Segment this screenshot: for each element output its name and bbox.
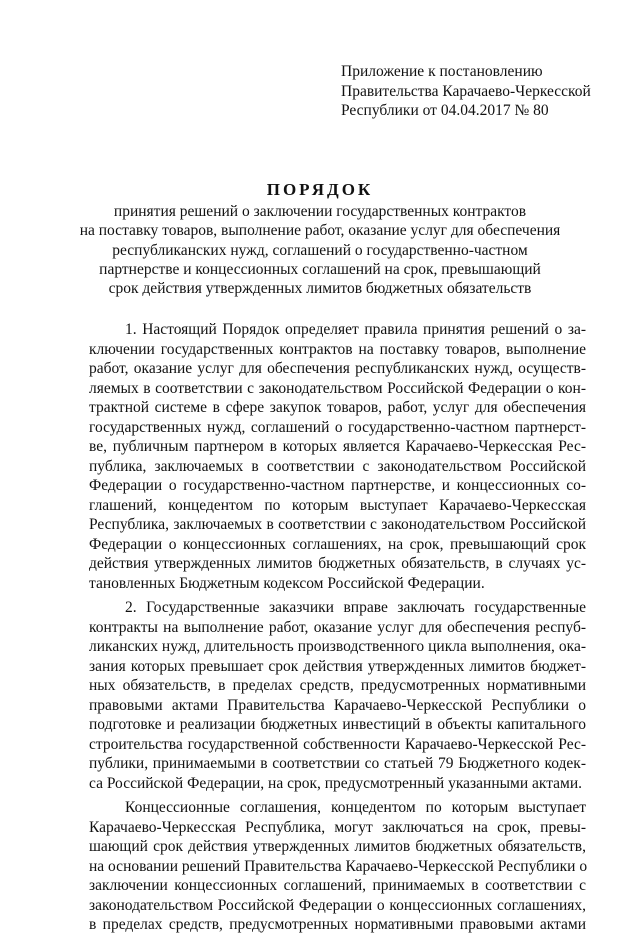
text-line: ных обязательств, в пределах средств, предусмотренных нормативными bbox=[89, 677, 586, 694]
text-line: заключении концессионных соглашений, принимаемых в соответствии с bbox=[89, 877, 586, 894]
subtitle-line: принятия решений о заключении государственных контрактов bbox=[113, 203, 527, 220]
text-line: 1. Настоящий Порядок определяет правила принятия решений о за- bbox=[125, 321, 586, 338]
document-title: ПОРЯДОК bbox=[266, 180, 374, 199]
subtitle-line: партнерстве и концессионных соглашений на срок, превышающий bbox=[99, 260, 541, 278]
text-line: на основании решений Правительства Карачаево-Черкесской Республики о bbox=[89, 857, 588, 875]
paragraph-3 bbox=[89, 798, 586, 935]
text-line: контракты на выполнение работ, оказание услуг для обеспечения респуб- bbox=[89, 618, 586, 636]
text-line: ключении государственных контрактов на поставку товаров, выполнение bbox=[89, 340, 586, 358]
text-line: Концессионные соглашения, концедентом по которым выступает bbox=[125, 799, 586, 816]
appendix-line: Республики от 04.04.2017 № 80 bbox=[341, 102, 549, 119]
text-line: 2. Государственные заказчики вправе заключать государственные bbox=[125, 599, 586, 616]
text-line: строительства государственной собственности Карачаево-Черкесской Рес- bbox=[89, 735, 586, 753]
text-line: Федерации о государственно-частном партнерстве, и концессионных со- bbox=[89, 477, 586, 494]
text-line: глашений, концедентом по которым выступает Карачаево-Черкесская bbox=[89, 496, 586, 514]
subtitle-line: на поставку товаров, выполнение работ, оказание услуг для обеспечения bbox=[79, 222, 561, 240]
text-line: публика, заключаемых в соответствии с законодательством Российской bbox=[89, 457, 586, 475]
text-line: ликанских нужд, длительность производственного цикла выполнения, ока- bbox=[89, 638, 586, 655]
appendix-line: Приложение к постановлению bbox=[341, 63, 543, 80]
text-line: Федерации о концессионных соглашениях, на срок, превышающий срок bbox=[89, 535, 586, 553]
subtitle-line: республиканских нужд, соглашений о государственно-частном bbox=[112, 241, 528, 259]
text-line: тановленных Бюджетным кодексом Российской Федерации. bbox=[89, 574, 485, 592]
text-line: Республика, заключаемых в соответствии с законодательством Российской bbox=[89, 516, 586, 533]
appendix-line: Правительства Карачаево-Черкесской bbox=[341, 82, 591, 100]
document-subtitle bbox=[60, 202, 580, 298]
text-line: публики, принимаемыми в соответствии со статьей 79 Бюджетного кодек- bbox=[89, 755, 586, 772]
document-body bbox=[89, 320, 586, 940]
text-line: подготовке и реализации бюджетных инвестиций в объекты капитального bbox=[89, 716, 586, 733]
text-line: правовыми актами Правительства Карачаево-Черкесской Республики о bbox=[89, 696, 586, 714]
text-line: Карачаево-Черкесская Республика, могут заключаться на срок, превы- bbox=[89, 818, 586, 836]
text-line: ве, публичным партнером в которых является Карачаево-Черкесская Рес- bbox=[89, 438, 586, 455]
subtitle-line: срок действия утвержденных лимитов бюджетных обязательств bbox=[108, 280, 532, 298]
text-line: законодательством Российской Федерации о концессионных соглашениях, bbox=[89, 896, 586, 914]
text-line: трактной системе в сфере закупок товаров, работ, услуг для обеспечения bbox=[89, 399, 586, 416]
paragraph-1 bbox=[89, 320, 586, 593]
text-line: государственных нужд, соглашений о государственно-частном партнерст- bbox=[89, 418, 586, 436]
text-line: зания которых превышает срок действия утвержденных лимитов бюджет- bbox=[89, 657, 586, 675]
text-line: ляемых в соответствии с законодательством Российской Федерации о кон- bbox=[89, 379, 586, 397]
text-line: работ, оказание услуг для обеспечения республиканских нужд, осуществ- bbox=[89, 360, 586, 377]
paragraph-2 bbox=[89, 598, 586, 793]
appendix-note bbox=[341, 62, 591, 121]
text-line: шающий срок действия утвержденных лимитов бюджетных обязательств, bbox=[89, 838, 586, 855]
text-line: в пределах средств, предусмотренных нормативными правовыми актами bbox=[89, 916, 586, 933]
text-line: са Российской Федерации, на срок, предусмотренный указанными актами. bbox=[89, 774, 583, 792]
text-line: действия утвержденных лимитов бюджетных обязательств, в случаях ус- bbox=[89, 555, 586, 572]
